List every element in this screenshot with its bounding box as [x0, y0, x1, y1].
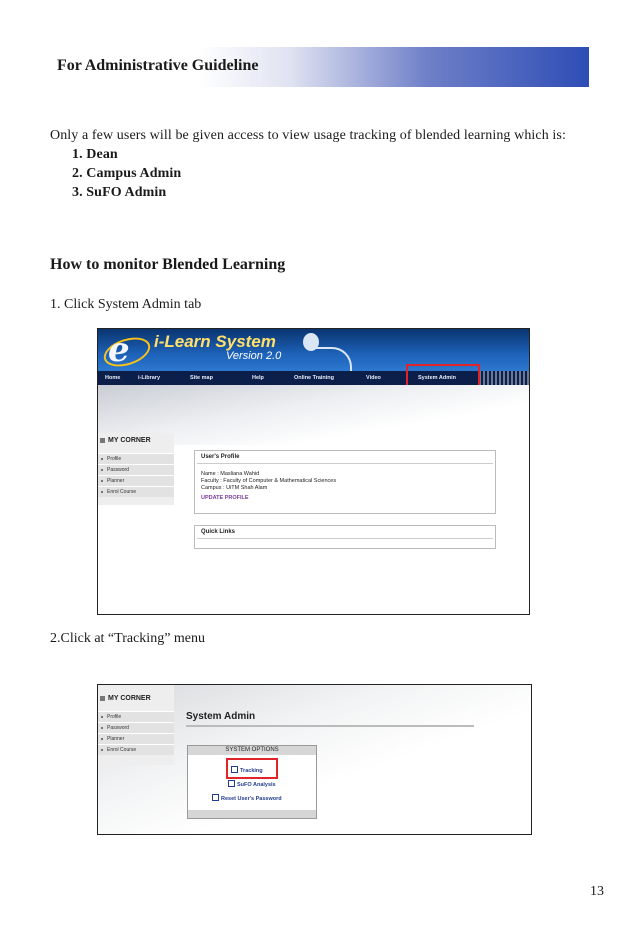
update-profile-link[interactable]: UPDATE PROFILE: [201, 495, 249, 501]
panel-title: Quick Links: [201, 529, 236, 535]
brand-name: i-Learn System: [154, 332, 276, 351]
sidebar-title: [98, 691, 174, 705]
bullet-icon: [101, 491, 103, 493]
profile-faculty: Faculty : Faculty of Computer & Mathematical Sciences: [201, 478, 337, 484]
sidebar-item-enrol-course[interactable]: [98, 744, 174, 755]
nav-help[interactable]: Help: [252, 375, 264, 381]
nav-online-training[interactable]: Online Training: [294, 375, 335, 381]
option-label: Reset User's Password: [221, 796, 282, 802]
options-header: SYSTEM OPTIONS: [188, 746, 316, 755]
logo-e-icon: e: [108, 330, 130, 370]
checkbox-icon: [212, 794, 219, 801]
sidebar-item-enrol-course[interactable]: [98, 486, 174, 497]
nav-system-admin[interactable]: System Admin: [418, 375, 457, 381]
brand-version: Version 2.0: [226, 350, 282, 362]
sidebar-item-label: Profile: [107, 456, 122, 462]
quick-links-panel: [194, 525, 496, 549]
nav-pattern: [479, 371, 529, 385]
options-footer: [188, 810, 316, 818]
bullet-icon: [101, 738, 103, 740]
bullet-icon: [101, 727, 103, 729]
sidebar-item-label: Enrol Course: [107, 747, 137, 753]
sidebar-item-label: Profile: [107, 714, 122, 720]
bullet-icon: [101, 458, 103, 460]
panel-divider: [197, 463, 493, 464]
square-icon: [100, 696, 105, 701]
profile-campus: Campus : UiTM Shah Alam: [201, 485, 268, 491]
highlight-tracking: [226, 758, 278, 779]
sidebar-item-label: Enrol Course: [107, 489, 137, 495]
sidebar-item-planner[interactable]: [98, 733, 174, 744]
sidebar-item-label: Planner: [107, 478, 125, 484]
intro-text: Only a few users will be given access to view usage tracking of blended learning which is:: [50, 128, 566, 143]
sidebar-item-profile[interactable]: [98, 453, 174, 464]
system-admin-title: System Admin: [186, 711, 256, 722]
mouse-cord-icon: [310, 347, 352, 371]
bullet-icon: [101, 480, 103, 482]
page-number: 13: [590, 884, 604, 899]
step-2: 2.Click at “Tracking” menu: [50, 631, 206, 646]
role-list: [50, 145, 595, 202]
title-rule: [186, 725, 474, 727]
panel-divider: [197, 538, 493, 539]
sidebar-item-planner[interactable]: [98, 475, 174, 486]
system-options-box: [187, 745, 317, 819]
role-item: 1. Dean: [72, 147, 118, 162]
option-label: SuFO Analysis: [237, 782, 276, 788]
sidebar-item-password[interactable]: [98, 722, 174, 733]
nav-video[interactable]: Video: [366, 375, 381, 381]
screenshot-tracking-menu: [97, 684, 532, 835]
nav-home[interactable]: Home: [105, 375, 121, 381]
role-item: 2. Campus Admin: [72, 166, 182, 181]
step-1: 1. Click System Admin tab: [50, 297, 202, 312]
bullet-icon: [101, 469, 103, 471]
sidebar-item-label: Planner: [107, 736, 125, 742]
square-icon: [100, 438, 105, 443]
option-reset-password[interactable]: [212, 794, 282, 802]
nav-ilibrary[interactable]: i-Library: [138, 375, 161, 381]
users-profile-panel: [194, 450, 496, 514]
bullet-icon: [101, 716, 103, 718]
page-heading: For Administrative Guideline: [57, 57, 259, 74]
sidebar-item-profile[interactable]: [98, 711, 174, 722]
sidebar-title: [98, 433, 174, 447]
option-sufo-analysis[interactable]: [228, 780, 276, 788]
checkbox-icon: [228, 780, 235, 787]
option-label: Tracking: [240, 768, 263, 774]
bullet-icon: [101, 749, 103, 751]
sidebar-title-text: MY CORNER: [108, 694, 151, 702]
screenshot-system-admin-tab: [97, 328, 530, 615]
sidebar-item-label: Password: [107, 467, 129, 473]
intro-paragraph: [50, 126, 595, 202]
role-item: 3. SuFO Admin: [72, 185, 167, 200]
profile-name: Name : Masliana Wahid: [201, 471, 260, 477]
sidebar-item-label: Password: [107, 725, 129, 731]
panel-title: User's Profile: [201, 454, 240, 460]
section-title: How to monitor Blended Learning: [50, 256, 286, 273]
sidebar-item-password[interactable]: [98, 464, 174, 475]
nav-sitemap[interactable]: Site map: [190, 375, 213, 381]
sidebar-title-text: MY CORNER: [108, 436, 151, 444]
